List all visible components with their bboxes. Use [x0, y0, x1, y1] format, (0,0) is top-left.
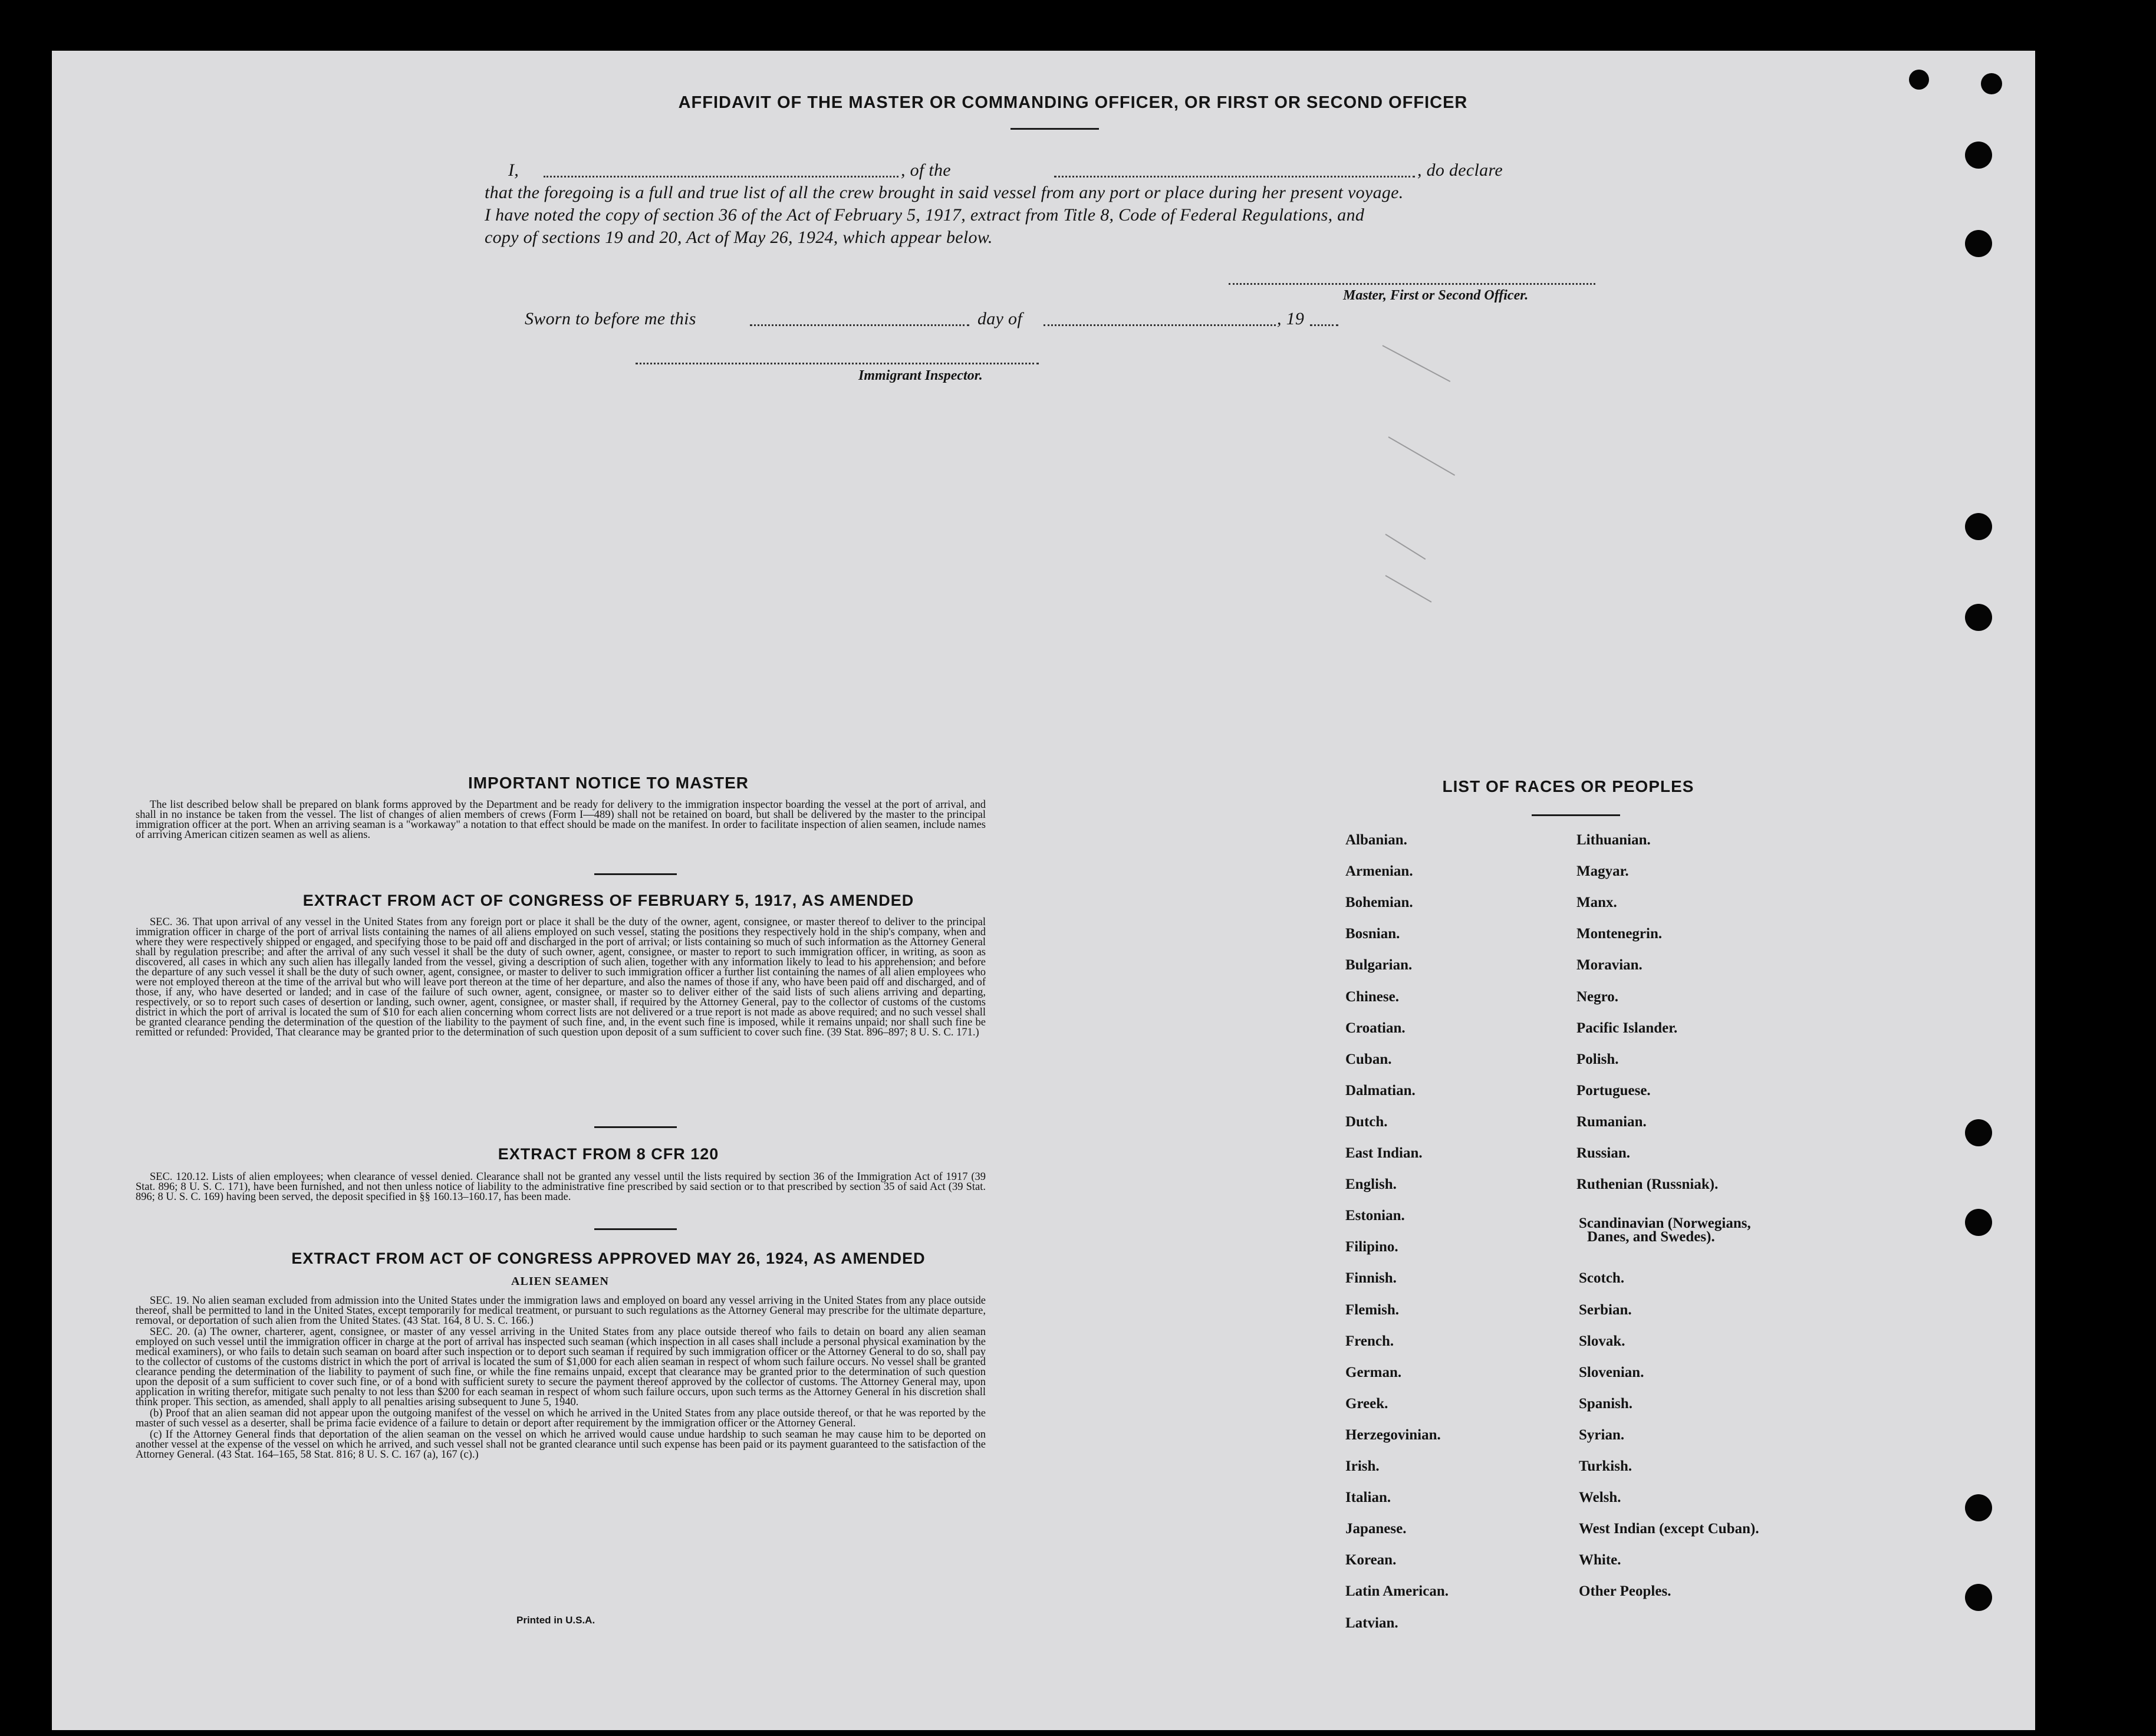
race-item: Filipino. [1345, 1239, 1398, 1255]
race-item: French. [1345, 1333, 1394, 1349]
section-19-paragraph: SEC. 19. No alien seaman excluded from admission into the United States under the immigration laws and employed on board any vessel arriving in the United States from any place outside thereof, shall be permitted to land in the United States, except temporarily for medical treatment, or pursuant to such regulations as the Attorney General may prescribe for the ultimate departure, removal, or deportation of such alien from the United States. (43 Stat. 164, 8 U. S. C. 166.) [136, 1295, 986, 1327]
race-item: Dutch. [1345, 1113, 1388, 1130]
race-item: East Indian. [1345, 1145, 1423, 1161]
inspector-caption: Immigrant Inspector. [858, 368, 983, 383]
race-item: Cuban. [1345, 1051, 1392, 1067]
race-item: West Indian (except Cuban). [1579, 1521, 1759, 1537]
sworn-label: Sworn to before me this [525, 309, 696, 328]
affidavit-title: AFFIDAVIT OF THE MASTER OR COMMANDING OFFICER, OR FIRST OR SECOND OFFICER [678, 93, 1468, 112]
extract-1917-divider [594, 1126, 677, 1128]
punch-hole [1965, 513, 1992, 540]
races-title: LIST OF RACES OR PEOPLES [1442, 777, 1694, 795]
race-item: Finnish. [1345, 1270, 1397, 1287]
race-item: Syrian. [1579, 1426, 1625, 1443]
form-sheet [52, 51, 2035, 1730]
races-divider [1532, 814, 1620, 816]
printed-in-usa: Printed in U.S.A. [516, 1615, 595, 1626]
sworn-month-blank[interactable] [1044, 324, 1276, 326]
sworn-year-blank[interactable] [1310, 324, 1338, 326]
section-120-12-paragraph: SEC. 120.12. Lists of alien employees; when clearance of vessel denied. Clearance shall not be granted any vessel until the lists required by section 36 of the Immigration Act of 1917 (39 Stat. 896; 8 U. S. C. 171), have been furnished, and not then unless notice of liability to the administrative fine prescribed by said section or to that prescribed by section 35 of said Act (39 Stat. 896; 8 U. S. C. 169) having been served, the deposit specified in §§ 160.13–160.17, has been made. [136, 1171, 986, 1203]
race-item: Polish. [1576, 1051, 1619, 1067]
affidavit-line-2: that the foregoing is a full and true list of all the crew brought in said vessel from any port or place during her present voyage. [485, 183, 1404, 202]
extract-cfr-title: EXTRACT FROM 8 CFR 120 [498, 1145, 719, 1163]
punch-hole [1965, 1494, 1992, 1521]
punch-hole [1965, 1119, 1992, 1146]
extract-1917-text [136, 918, 986, 1039]
race-item: Latvian. [1345, 1615, 1398, 1631]
year-label: , 19 [1277, 309, 1305, 328]
extract-cfr-text [136, 1172, 986, 1204]
race-item: Ruthenian (Russniak). [1576, 1176, 1719, 1193]
affidavit-i-label: I, [508, 160, 519, 180]
section-20c-paragraph: (c) If the Attorney General finds that deportation of the alien seaman on the vessel on which he arrived would cause undue hardship to such seaman he may cause him to be deported on another vessel at the expense of the vessel on which he arrived, and such vessel shall not be granted clearance until such expense has been paid or its payment guaranteed to the satisfaction of the Attorney General. (43 Stat. 164–165, 58 Stat. 816; 8 U. S. C. 167 (a), 167 (c).) [136, 1429, 986, 1461]
race-item: Estonian. [1345, 1208, 1405, 1224]
day-of-label: day of [977, 309, 1022, 328]
notice-title: IMPORTANT NOTICE TO MASTER [468, 774, 749, 792]
race-item: Montenegrin. [1576, 926, 1663, 942]
race-item: Negro. [1576, 988, 1619, 1005]
race-item: Spanish. [1579, 1395, 1633, 1412]
race-item: German. [1345, 1364, 1402, 1380]
race-item: Lithuanian. [1576, 832, 1651, 848]
race-item: Scotch. [1579, 1270, 1625, 1287]
race-item: Bulgarian. [1345, 957, 1413, 974]
extract-1917-title: EXTRACT FROM ACT OF CONGRESS OF FEBRUARY 5, 1917, AS AMENDED [302, 892, 914, 909]
affidavit-line-3: I have noted the copy of section 36 of the Act of February 5, 1917, extract from Title 8, Code of Federal Regulations, and [485, 205, 1365, 225]
race-item: Japanese. [1345, 1521, 1407, 1537]
race-item: Dalmatian. [1345, 1082, 1416, 1099]
race-item: Portuguese. [1576, 1082, 1651, 1099]
name-blank[interactable] [544, 176, 898, 177]
punch-hole [1909, 70, 1929, 90]
affidavit-line-4: copy of sections 19 and 20, Act of May 26, 1924, which appear below. [485, 228, 993, 247]
master-caption: Master, First or Second Officer. [1343, 288, 1529, 303]
do-declare-label: , do declare [1417, 160, 1503, 180]
sworn-day-blank[interactable] [750, 324, 969, 326]
notice-divider [594, 873, 677, 875]
punch-hole [1981, 73, 2002, 94]
race-item: Herzegovinian. [1345, 1426, 1441, 1443]
race-item: Rumanian. [1576, 1113, 1647, 1130]
notice-paragraph: The list described below shall be prepared on blank forms approved by the Department and be ready for delivery to the immigration inspector boarding the vessel at the port of arrival, and shall in no instance be taken from the vessel. The list of changes of alien members of crews (Form I—489) shall not be retained on board, but shall be delivered by the master to the principal immigration officer at the port. When an arriving seaman is a "workaway" a notation to that effect should be made on the manifest. In order to facilitate inspection of alien seamen, include names of arriving American citizen seamen as well as aliens. [136, 799, 986, 841]
race-item: Russian. [1576, 1145, 1631, 1161]
title-divider [1010, 128, 1099, 130]
notice-text [136, 800, 986, 841]
punch-hole [1965, 1584, 1992, 1611]
race-item: Korean. [1345, 1552, 1397, 1569]
race-item: Slovak. [1579, 1333, 1625, 1349]
race-item: Greek. [1345, 1395, 1388, 1412]
punch-hole [1965, 1209, 1992, 1236]
race-item: Other Peoples. [1579, 1583, 1671, 1600]
race-item: Turkish. [1579, 1458, 1632, 1474]
race-item: Croatian. [1345, 1020, 1405, 1036]
race-item: Irish. [1345, 1458, 1380, 1474]
race-item: Flemish. [1345, 1301, 1399, 1318]
section-20b-paragraph: (b) Proof that an alien seaman did not appear upon the outgoing manifest of the vessel on which he arrived in the United States from any place outside thereof, or that he was reported by the master of such vessel as a deserter, shall be prima facie evidence of a failure to detain or deport after requirement by the immigration officer or the Attorney General. [136, 1408, 986, 1429]
race-scandinavian-continued: Danes, and Swedes). [1587, 1229, 1715, 1245]
race-item: Chinese. [1345, 988, 1399, 1005]
race-item: Scandinavian (Norwegians, [1579, 1215, 1751, 1231]
race-item: Italian. [1345, 1490, 1391, 1506]
master-signature-blank[interactable] [1229, 283, 1595, 285]
race-item: Moravian. [1576, 957, 1642, 974]
race-item: Bohemian. [1345, 895, 1413, 911]
race-item: Armenian. [1345, 863, 1413, 880]
race-item: Pacific Islander. [1576, 1020, 1678, 1036]
race-item: Magyar. [1576, 863, 1629, 880]
race-item: Slovenian. [1579, 1364, 1644, 1380]
punch-hole [1965, 604, 1992, 631]
race-item: Manx. [1576, 895, 1617, 911]
race-item: White. [1579, 1552, 1621, 1569]
of-the-label: , of the [901, 160, 951, 180]
race-item: Serbian. [1579, 1301, 1632, 1318]
extract-cfr-divider [594, 1228, 677, 1230]
inspector-signature-blank[interactable] [636, 363, 1039, 364]
extract-1924-text [136, 1296, 986, 1461]
punch-hole [1965, 142, 1992, 169]
vessel-blank[interactable] [1054, 176, 1415, 177]
alien-seamen-subtitle: ALIEN SEAMEN [511, 1275, 609, 1288]
race-item: Albanian. [1345, 832, 1407, 848]
section-20a-paragraph: SEC. 20. (a) The owner, charterer, agent, consignee, or master of any vessel arriving in the United States from any place outside thereof who fails to detain on board any alien seaman employed on such vessel until the immigration officer in charge at the port of arrival has inspected such seaman (which inspection in all cases shall include a personal physical examination by the medical examiners), or who fails to detain such seaman on board after such inspection or to deport such seaman if required by such immigration officer or the Attorney General to do so, shall pay to the collector of customs of the customs district in which the port of arrival is located the sum of $1,000 for each alien seaman in respect of whom such failure occurs. No vessel shall be granted clearance pending the determination of the liability to payment of such fine, or while the fine remains unpaid, except that clearance may be granted prior to the determination of such question upon the deposit of a sum sufficient to cover such fine, or of a bond with sufficient surety to secure the payment thereof approved by the collector of customs. The Attorney General may, upon application in writing therefor, mitigate such penalty to not less than $200 for each seaman in respect of whom such failure occurs, upon such terms as the Attorney General in his discretion shall think proper. This section, as amended, shall apply to all penalties arising subsequent to June 5, 1940. [136, 1326, 986, 1408]
punch-hole [1965, 230, 1992, 257]
section-36-paragraph: SEC. 36. That upon arrival of any vessel in the United States from any foreign port or place it shall be the duty of the owner, agent, consignee, or master thereof to deliver to the principal immigration officer in charge of the port of arrival lists containing the names of all aliens employed on such vessel, stating the positions they respectively hold in the ship's company, when and where they were respectively shipped or engaged, and specifying those to be paid off and discharged in the port of arrival; or lists containing so much of such information as the Attorney General shall by regulation prescribe; and after the arrival of any such vessel it shall be the duty of such owner, agent, consignee, or master to report to such immigration officer, in writing, as soon as discovered, all cases in which any such alien has illegally landed from the vessel, giving a description of such alien, together with any information likely to lead to his apprehension; and before the departure of any such vessel it shall be the duty of such owner, agent, consignee, or master to deliver to such immigration officer a further list containing the names of all alien employees who were not employed thereon at the time of the arrival but who will leave port thereon at the time of her departure, and also the names of those if any, who have been paid off and discharged, and of those, if any, who have deserted or landed; and in case of the failure of such owner, agent, consignee, or master so to deliver either of the said lists of such aliens arriving and departing, respectively, or so to report such cases of desertion or landing, such owner, agent, consignee, or master shall, if required by the Attorney General, pay to the collector of customs of the customs district in which the port of arrival is located the sum of $10 for each alien concerning whom correct lists are not delivered or a true report is not made as above required; and no such vessel shall be granted clearance pending the determination of the question of the liability to the payment of such fine, and, in the event such fine is imposed, while it remains unpaid; nor shall such fine be remitted or refunded: Provided, That clearance may be granted prior to the determination of such question upon deposit of a sum sufficient to cover such fine. (39 Stat. 896–897; 8 U. S. C. 171.) [136, 916, 986, 1038]
race-item: Latin American. [1345, 1583, 1449, 1600]
race-item: Bosnian. [1345, 926, 1400, 942]
extract-1924-title: EXTRACT FROM ACT OF CONGRESS APPROVED MAY 26, 1924, AS AMENDED [291, 1250, 926, 1267]
race-item: English. [1345, 1176, 1397, 1193]
race-item: Welsh. [1579, 1490, 1621, 1506]
